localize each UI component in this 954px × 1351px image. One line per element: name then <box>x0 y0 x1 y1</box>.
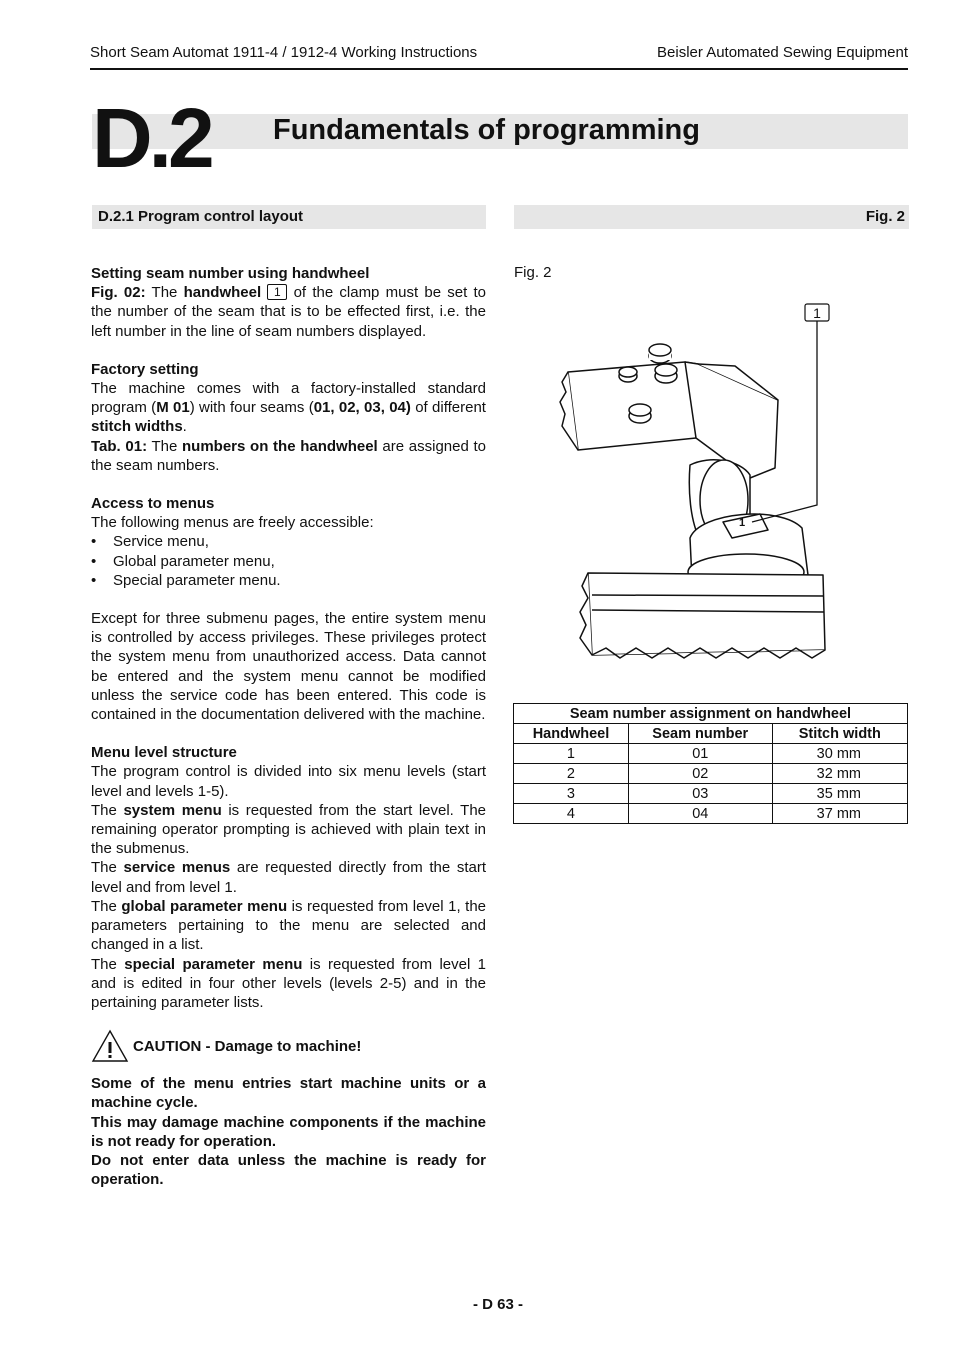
handwheel-paragraph: Fig. 02: The handwheel 1 of the clamp must be set to the number of the seam that is to be effected first, i.e. the left number in the line of seam numbers displayed. <box>91 284 487 340</box>
access-privileges-paragraph: Except for three submenu pages, the entire system menu is controlled by access privileges. These privileges protect the system menu from unauthorized access. Data cannot be entered and the system menu cannot be modified unless the service code has been entered. This code is contained in the documentation delivered with the machine. <box>91 610 486 724</box>
body-text-column <box>91 264 486 1189</box>
column-header: Seam number <box>628 724 772 744</box>
table-row: 3 03 35 mm <box>514 784 908 804</box>
figure-callout-number: 1 <box>813 305 821 321</box>
special-parameter-paragraph: The special parameter menu is requested from level 1 and is edited in four other levels (levels 2-5) and in the pertaining parameter lists. <box>91 955 487 1011</box>
section-heading: D.2.1 Program control layout <box>92 205 486 229</box>
handwheel-heading: Setting seam number using handwheel <box>91 265 370 282</box>
column-header: Handwheel <box>514 724 629 744</box>
chapter-title: Fundamentals of programming <box>273 114 700 146</box>
menu-level-heading: Menu level structure <box>91 744 237 762</box>
page-number: - D 63 - <box>472 1296 523 1313</box>
table-reference-paragraph: Tab. 01: The numbers on the handwheel are assigned to the seam numbers. <box>91 437 486 474</box>
caution-text: Do not enter data unless the machine is ready for operation. <box>91 1151 486 1189</box>
table-row: 1 01 30 mm <box>514 744 908 764</box>
handwheel-clamp-illustration <box>540 290 840 685</box>
access-heading: Access to menus <box>91 495 215 513</box>
item-ref-box: 1 <box>267 284 287 300</box>
caution-text: Some of the menu entries start machine units or a machine cycle. <box>91 1075 486 1112</box>
list-item: • Service menu, <box>91 532 486 551</box>
menu-level-paragraph: The program control is divided into six menu levels (start level and levels 1-5). <box>91 763 486 800</box>
list-item: • Global parameter menu, <box>91 552 486 571</box>
warning-triangle-icon <box>91 1029 129 1063</box>
table-row: 4 04 37 mm <box>514 804 908 824</box>
running-header-left: Short Seam Automat 1911-4 / 1912-4 Working Instructions <box>90 44 478 61</box>
factory-paragraph: The machine comes with a factory-installed standard program (M 01) with four seams (01, 02, 03, 04) of different stitch widths. <box>91 380 486 436</box>
caution-text: This may damage machine components if the machine is not ready for operation. <box>91 1113 486 1150</box>
figure-reference-heading: Fig. 2 <box>514 205 909 229</box>
list-item: • Special parameter menu. <box>91 571 486 590</box>
system-menu-paragraph: The system menu is requested from the start level. The remaining operator prompting is achieved with plain text in the submenus. <box>91 801 487 858</box>
global-parameter-paragraph: The global parameter menu is requested from level 1, the parameters pertaining to the menu are selected and changed in a list. <box>91 897 487 954</box>
header-rule <box>90 68 908 70</box>
figure-caption: Fig. 2 <box>514 264 552 281</box>
factory-heading: Factory setting <box>91 360 199 378</box>
menu-list <box>91 532 486 590</box>
seam-assignment-table <box>513 703 908 824</box>
running-header-right: Beisler Automated Sewing Equipment <box>657 44 908 61</box>
chapter-number: D.2 <box>92 91 211 185</box>
access-intro: The following menus are freely accessible: <box>91 514 374 532</box>
column-header: Stitch width <box>772 724 907 744</box>
caution-heading: CAUTION - Damage to machine! <box>91 1028 486 1064</box>
table-title: Seam number assignment on handwheel <box>514 704 908 724</box>
handwheel-number-label: 1 <box>738 517 746 529</box>
service-menus-paragraph: The service menus are requested directly from the start level and from level 1. <box>91 859 487 896</box>
table-row: 2 02 32 mm <box>514 764 908 784</box>
